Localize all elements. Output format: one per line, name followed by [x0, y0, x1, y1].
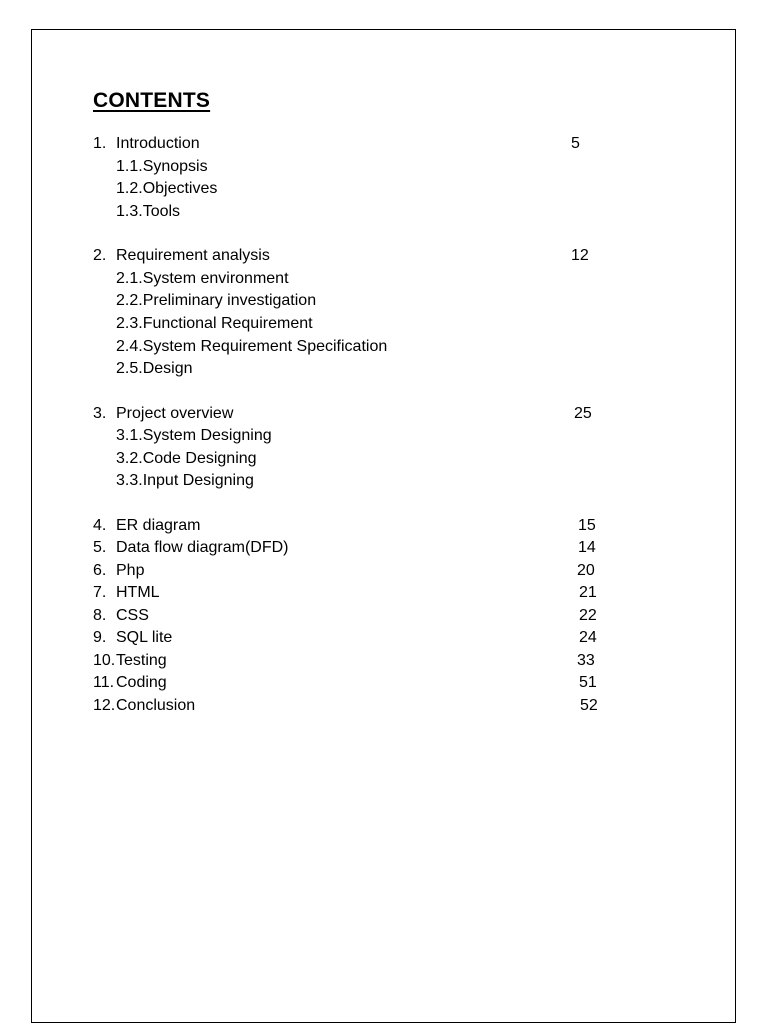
- toc-page-number: 14: [578, 539, 596, 556]
- toc-label: CSS: [116, 607, 149, 624]
- toc-label: Php: [116, 562, 145, 579]
- toc-label: Introduction: [116, 135, 200, 152]
- toc-page-number: 51: [579, 674, 597, 691]
- toc-page-number: 22: [579, 607, 597, 624]
- toc-label: Testing: [116, 652, 167, 669]
- toc-page-number: 24: [579, 629, 597, 646]
- toc-label: ER diagram: [116, 517, 201, 534]
- toc-page-number: 20: [577, 562, 595, 579]
- toc-number: 2.: [93, 247, 107, 264]
- toc-page-number: 12: [571, 247, 589, 264]
- toc-label: Data flow diagram(DFD): [116, 539, 289, 556]
- toc-page-number: 33: [577, 652, 595, 669]
- toc-number: 3.: [93, 405, 107, 422]
- toc-number: 1.: [93, 135, 107, 152]
- toc-page-number: 21: [579, 584, 597, 601]
- toc-page-number: 52: [580, 697, 598, 714]
- toc-page-number: 15: [578, 517, 596, 534]
- toc-label: Project overview: [116, 405, 234, 422]
- toc-label: Conclusion: [116, 697, 196, 714]
- toc-page-number: 5: [571, 135, 580, 152]
- toc-label: SQL lite: [116, 629, 173, 646]
- toc-label: Requirement analysis: [116, 247, 270, 264]
- toc-label: HTML: [116, 584, 160, 601]
- toc-label: Coding: [116, 674, 167, 691]
- toc-page-number: 25: [574, 405, 592, 422]
- contents-heading: CONTENTS: [93, 89, 211, 112]
